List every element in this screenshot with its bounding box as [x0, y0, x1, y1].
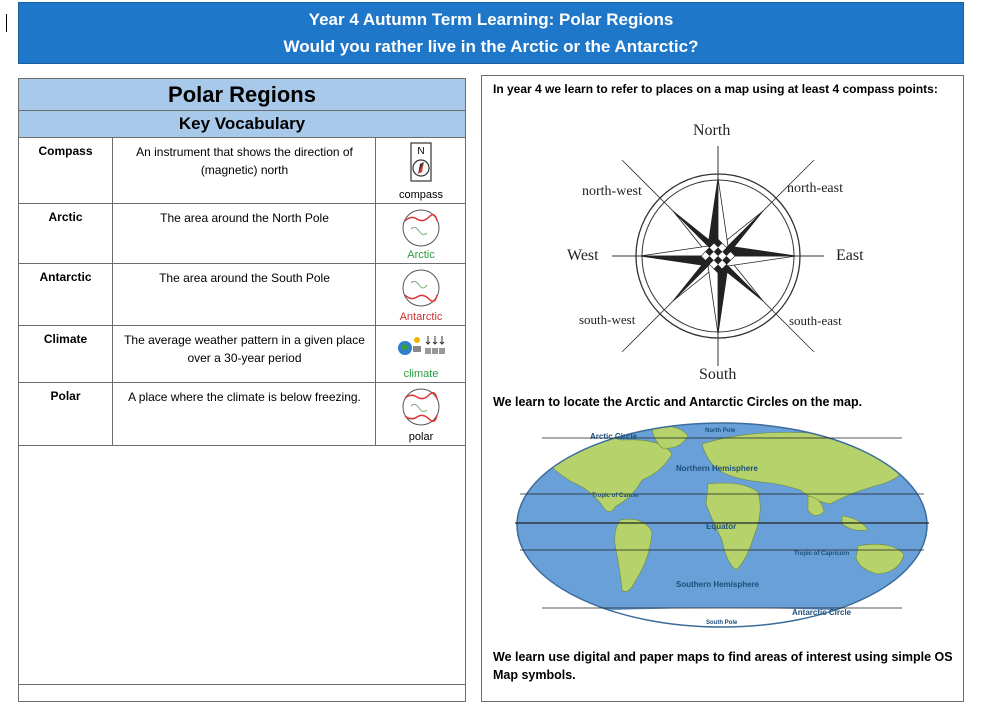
definition: The area around the North Pole [114, 204, 376, 263]
term-polar: Polar [19, 383, 113, 445]
table-row [19, 204, 465, 264]
maps-text: We learn use digital and paper maps to find areas of interest using simple OS Map symbols. [493, 650, 953, 682]
globe-icon [399, 386, 443, 428]
compass-north-east: north-east [787, 181, 843, 196]
learning-panel [481, 75, 964, 702]
term-arctic: Arctic [19, 204, 113, 263]
locate-text: We learn to locate the Arctic and Antarctic Circles on the map. [493, 395, 863, 409]
text-cursor [6, 14, 7, 32]
compass-south: South [699, 366, 737, 383]
compass-icon [399, 141, 443, 183]
compass-north: North [693, 122, 731, 139]
picture-cell [377, 138, 465, 203]
picture-caption: Arctic [407, 249, 435, 261]
banner-question: Would you rather live in the Arctic or the Antarctic? [283, 37, 699, 56]
globe-icon [399, 267, 443, 309]
term-compass: Compass [19, 138, 113, 203]
vocab-subtitle: Key Vocabulary [19, 111, 465, 138]
label-south-pole: South Pole [706, 620, 738, 626]
compass-rose-icon [482, 100, 965, 390]
picture-cell [377, 264, 465, 325]
label-southern-hemisphere: Southern Hemisphere [676, 580, 760, 589]
picture-cell [377, 326, 465, 382]
picture-cell [377, 383, 465, 445]
label-northern-hemisphere: Northern Hemisphere [676, 464, 758, 473]
definition: A place where the climate is below freezing. [114, 383, 376, 445]
globe-icon [399, 207, 443, 249]
label-north-pole: North Pole [705, 428, 736, 434]
picture-caption: compass [398, 189, 444, 201]
table-row [19, 326, 465, 383]
term-climate: Climate [19, 326, 113, 382]
climate-icon [397, 332, 447, 362]
picture-caption: Antarctic [399, 311, 443, 323]
picture-caption: polar [408, 431, 434, 443]
label-equator: Equator [706, 522, 737, 531]
definition: The area around the South Pole [114, 264, 376, 325]
label-tropic-of-cancer: Tropic of Cancer [592, 493, 640, 499]
vocab-title: Polar Regions [19, 79, 465, 111]
compass-north-west: north-west [582, 184, 642, 199]
divider [19, 684, 465, 685]
table-row [19, 138, 465, 204]
compass-south-west: south-west [579, 312, 636, 327]
definition: An instrument that shows the direction of (magnetic) north [114, 138, 376, 203]
label-antarctic-circle: Antarctic Circle [792, 608, 852, 617]
label-arctic-circle: Arctic Circle [590, 432, 638, 441]
picture-cell [377, 204, 465, 263]
svg-text:N: N [417, 146, 425, 157]
vocabulary-table [18, 78, 466, 702]
compass-intro: In year 4 we learn to refer to places on a map using at least 4 compass points: [493, 82, 938, 96]
banner-title: Year 4 Autumn Term Learning: Polar Regions [308, 10, 674, 29]
compass-west: West [567, 247, 599, 264]
title-banner [18, 2, 964, 64]
definition: The average weather pattern in a given place over a 30-year period [114, 326, 376, 382]
table-row [19, 383, 465, 446]
table-row [19, 264, 465, 326]
compass-south-east: south-east [789, 313, 842, 328]
compass-east: East [836, 247, 864, 264]
world-map [512, 420, 932, 630]
picture-caption: climate [403, 368, 439, 380]
term-antarctic: Antarctic [19, 264, 113, 325]
label-tropic-of-capricorn: Tropic of Capricorn [794, 551, 850, 557]
